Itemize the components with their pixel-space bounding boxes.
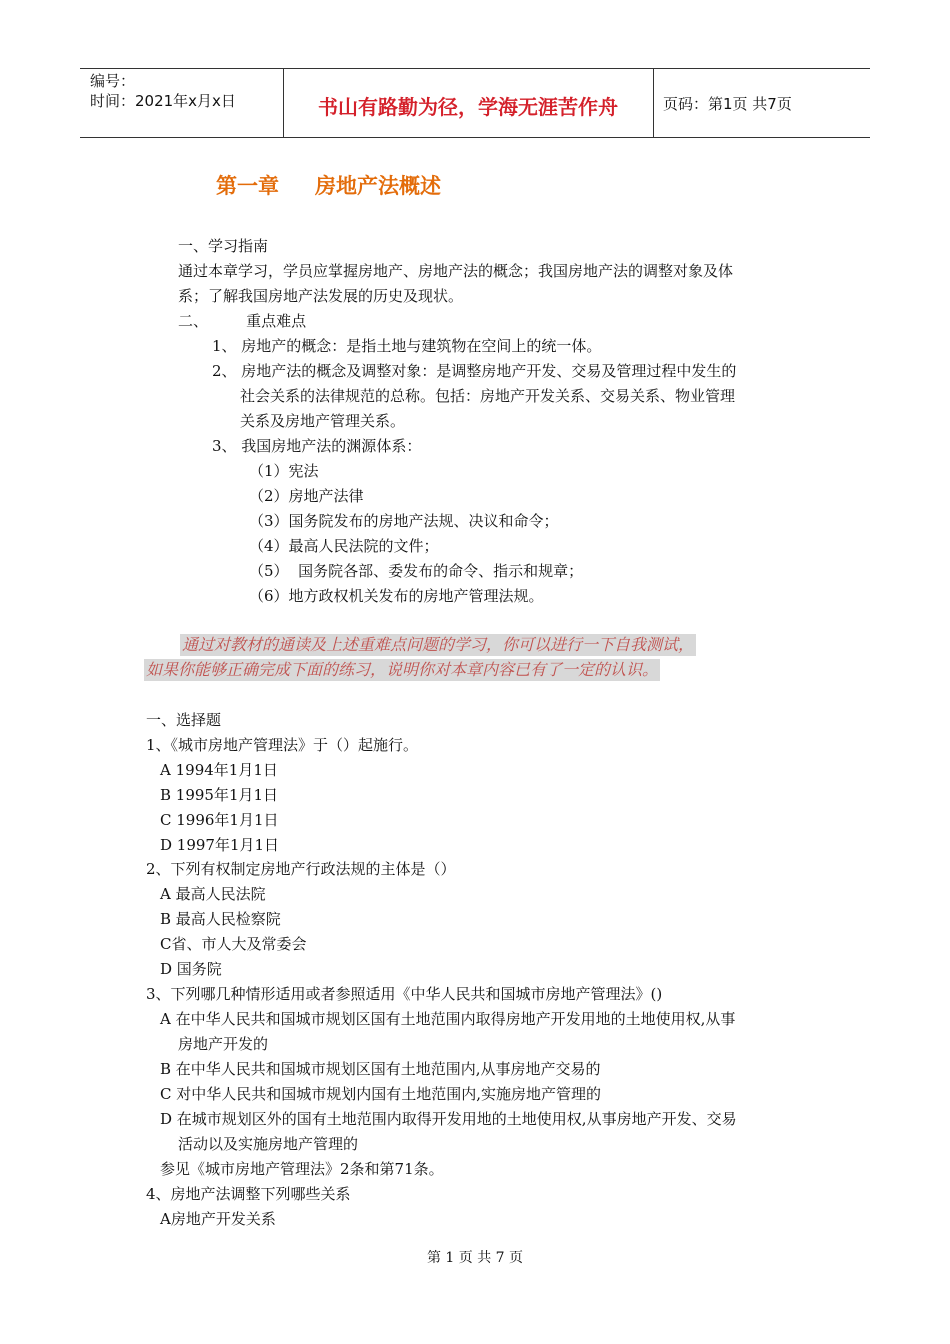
question-option: D 国务院	[160, 960, 222, 978]
question-option-cont: 房地产开发的	[178, 1035, 269, 1053]
source-item: （1）宪法	[249, 462, 319, 480]
question-option-cont: 活动以及实施房地产管理的	[178, 1135, 359, 1153]
chapter-number: 第一章	[216, 174, 279, 198]
chapter-name: 房地产法概述	[315, 174, 441, 198]
chapter-title	[216, 170, 441, 200]
question: 4、房地产法调整下列哪些关系	[146, 1185, 351, 1203]
guide-text: 系；了解我国房地产法发展的历史及现状。	[178, 287, 464, 305]
question-option: A 最高人民法院	[160, 885, 266, 903]
keypoint-item: 1、 房地产的概念：是指土地与建筑物在空间上的统一体。	[212, 337, 602, 355]
question-option: C省、市人大及常委会	[160, 935, 307, 953]
keypoint-item-cont: 关系及房地产管理关系。	[240, 412, 406, 430]
question-option: B 在中华人民共和国城市规划区国有土地范围内,从事房地产交易的	[160, 1060, 601, 1078]
question-option: C 1996年1月1日	[160, 811, 279, 829]
self-test-note: 通过对教材的通读及上述重难点问题的学习，你可以进行一下自我测试，	[182, 635, 695, 654]
date-line: 时间：2021年x月x日	[90, 92, 236, 110]
self-test-note: 如果你能够正确完成下面的练习，说明你对本章内容已有了一定的认识。	[146, 660, 659, 679]
keypoints-heading: 二、 重点难点	[178, 312, 307, 330]
source-item: （6）地方政权机关发布的房地产管理法规。	[249, 587, 544, 605]
header-page-info: 页码：第1页 共7页	[663, 95, 792, 113]
source-item: （5） 国务院各部、委发布的命令、指示和规章；	[249, 562, 584, 580]
source-item: （3）国务院发布的房地产法规、决议和命令；	[249, 512, 559, 530]
header-left-cell	[90, 71, 236, 111]
question-option: D 在城市规划区外的国有土地范围内取得开发用地的土地使用权,从事房地产开发、交易	[160, 1110, 737, 1128]
question-option: A房地产开发关系	[160, 1210, 276, 1228]
header-table	[80, 68, 870, 138]
question-option: C 对中华人民共和国城市规划内国有土地范围内,实施房地产管理的	[160, 1085, 602, 1103]
question-option: B 最高人民检察院	[160, 910, 281, 928]
question: 2、下列有权制定房地产行政法规的主体是（）	[146, 860, 456, 878]
page-footer: 第 1 页 共 7 页	[426, 1250, 524, 1266]
question-option: A 1994年1月1日	[160, 761, 278, 779]
guide-heading: 一、学习指南	[178, 237, 269, 255]
question-option: D 1997年1月1日	[160, 836, 280, 854]
keypoint-item-cont: 社会关系的法律规范的总称。包括：房地产开发关系、交易关系、物业管理	[240, 387, 736, 405]
question: 3、下列哪几种情形适用或者参照适用《中华人民共和国城市房地产管理法》()	[146, 985, 663, 1003]
guide-text: 通过本章学习，学员应掌握房地产、房地产法的概念；我国房地产法的调整对象及体	[178, 262, 734, 280]
header-divider	[653, 69, 654, 137]
question: 1、《城市房地产管理法》于（）起施行。	[146, 736, 419, 754]
serial-label: 编号：	[90, 72, 136, 90]
keypoint-item: 2、 房地产法的概念及调整对象：是调整房地产开发、交易及管理过程中发生的	[212, 362, 737, 380]
question-reference: 参见《城市房地产管理法》2条和第71条。	[160, 1160, 444, 1178]
question-option: A 在中华人民共和国城市规划区国有土地范围内取得房地产开发用地的土地使用权,从事	[160, 1010, 736, 1028]
source-item: （2）房地产法律	[249, 487, 364, 505]
header-motto: 书山有路勤为径，学海无涯苦作舟	[318, 95, 618, 119]
exercise-heading: 一、选择题	[146, 711, 222, 729]
question-option: B 1995年1月1日	[160, 786, 279, 804]
keypoint-item: 3、 我国房地产法的渊源体系：	[212, 437, 422, 455]
source-item: （4）最高人民法院的文件；	[249, 537, 439, 555]
